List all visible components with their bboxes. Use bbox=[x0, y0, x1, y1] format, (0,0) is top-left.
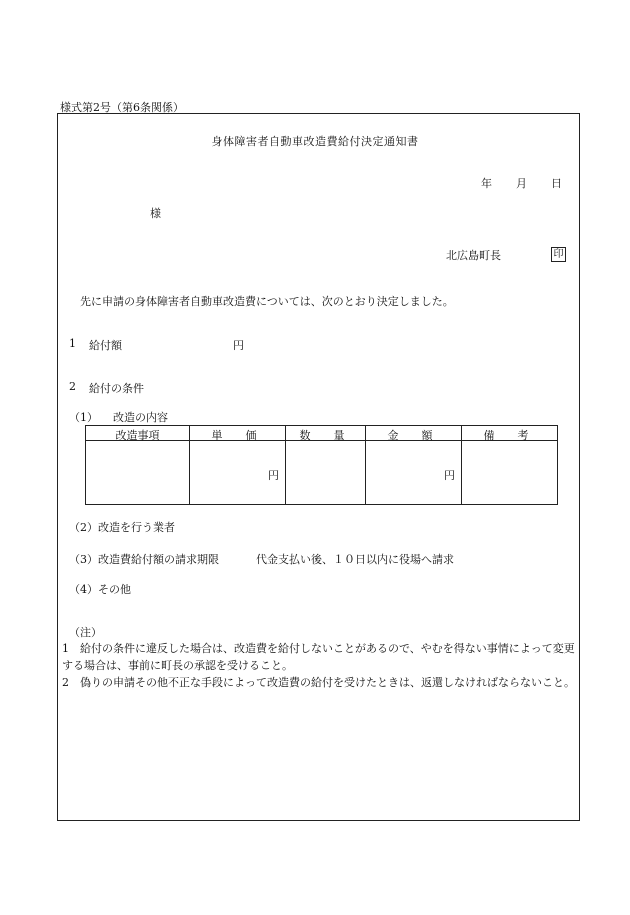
amount-yen: 円 bbox=[444, 469, 455, 482]
date-year: 年 bbox=[481, 177, 492, 190]
header-unit-price: 単 価 bbox=[211, 429, 263, 442]
date-day: 日 bbox=[551, 177, 562, 190]
sub1-label: 改造の内容 bbox=[113, 411, 168, 424]
document-title: 身体障害者自動車改造費給付決定通知書 bbox=[211, 135, 419, 148]
seal-mark: 印 bbox=[551, 247, 566, 262]
item1-label: 給付額 bbox=[89, 339, 122, 352]
item1-number: 1 bbox=[69, 337, 76, 350]
sub4-label: （4）その他 bbox=[69, 583, 131, 596]
issuer-name: 北広島町長 bbox=[446, 249, 501, 262]
date-month: 月 bbox=[516, 177, 527, 190]
header-modification-item: 改造事項 bbox=[115, 429, 160, 442]
item2-number: 2 bbox=[69, 380, 76, 393]
item1-unit: 円 bbox=[233, 339, 244, 352]
sub3-value: 代金支払い後、１０日以内に役場へ請求 bbox=[256, 553, 454, 566]
note-item-2: 2 偽りの申請その他不正な手段によって改造費の給付を受けたときは、返還しなければならないこと。 bbox=[62, 676, 575, 689]
modification-table bbox=[85, 425, 558, 505]
form-label: 様式第2号（第6条関係） bbox=[60, 101, 184, 114]
notes-heading: （注） bbox=[69, 626, 102, 639]
header-remarks: 備 考 bbox=[483, 429, 535, 442]
intro-text: 先に申請の身体障害者自動車改造費については、次のとおり決定しました。 bbox=[80, 295, 454, 308]
header-amount: 金 額 bbox=[387, 429, 439, 442]
unit-price-yen: 円 bbox=[268, 469, 279, 482]
sub3-label: （3）改造費給付額の請求期限 bbox=[69, 553, 219, 566]
sub1-number: （1） bbox=[69, 411, 98, 424]
note-item-1: 1 給付の条件に違反した場合は、改造費を給付しないことがあるので、やむを得ない事情によって変更する場合は、事前に町長の承認を受けること。 bbox=[62, 642, 575, 672]
item2-label: 給付の条件 bbox=[89, 382, 144, 395]
header-quantity: 数 量 bbox=[299, 429, 351, 442]
addressee-suffix: 様 bbox=[150, 207, 161, 220]
sub2-label: （2）改造を行う業者 bbox=[69, 521, 175, 534]
